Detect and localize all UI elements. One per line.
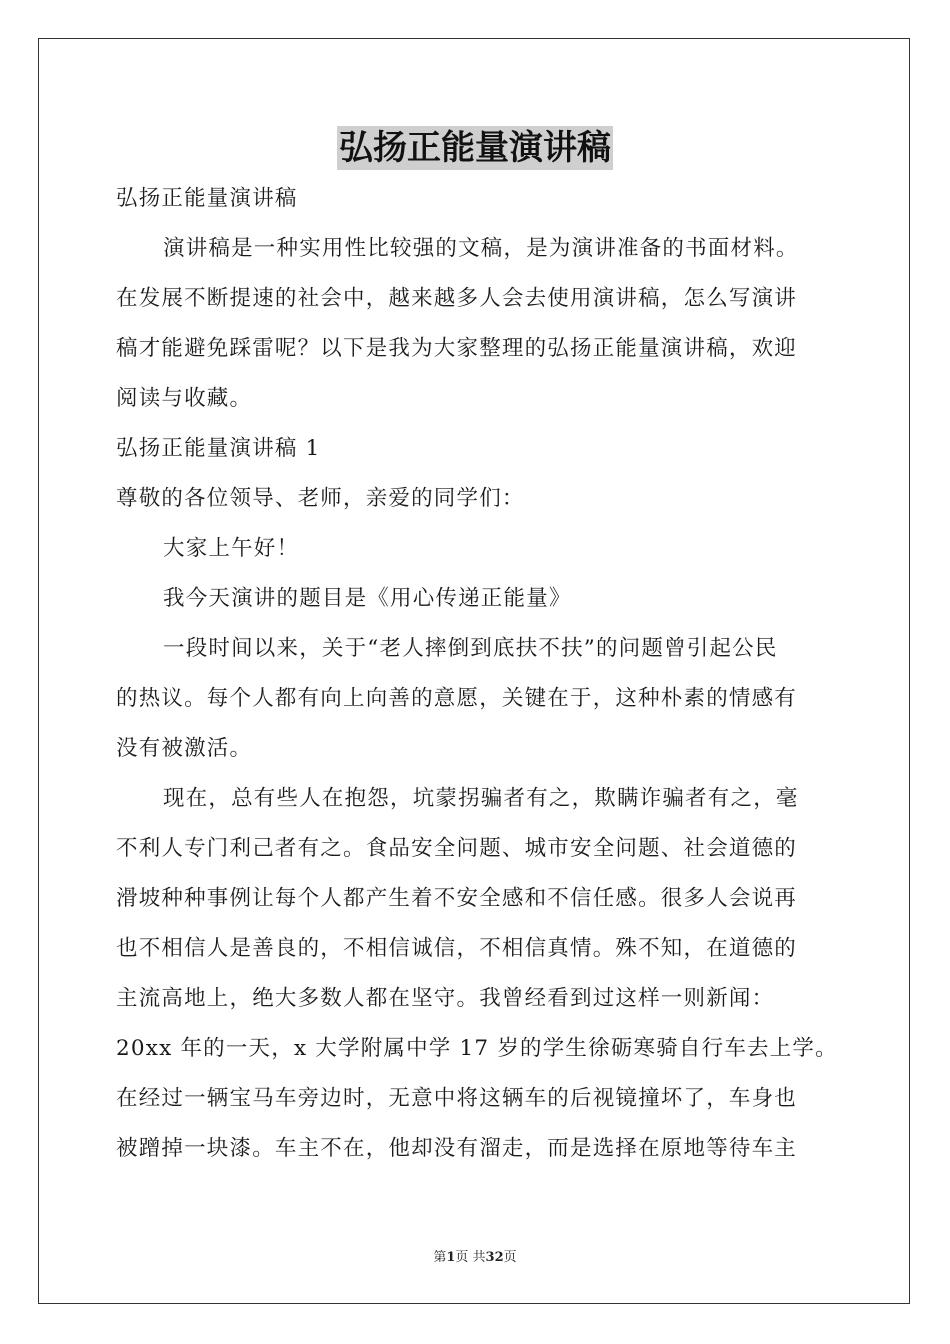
page-footer bbox=[0, 1246, 950, 1265]
body-line: 被蹭掉一块漆。车主不在，他却没有溜走，而是选择在原地等待车主 bbox=[116, 1136, 798, 1161]
body-line: 没有被激活。 bbox=[116, 736, 253, 761]
body-line: 不利人专门利己者有之。食品安全问题、城市安全问题、社会道德的 bbox=[116, 836, 798, 861]
body-line: 一段时间以来，关于“老人摔倒到底扶不扶”的问题曾引起公民 bbox=[163, 636, 778, 661]
body-line: 大家上午好！ bbox=[163, 536, 300, 561]
body-line: 演讲稿是一种实用性比较强的文稿，是为演讲准备的书面材料。 bbox=[163, 236, 799, 261]
body-line: 在发展不断提速的社会中，越来越多人会去使用演讲稿，怎么写演讲 bbox=[116, 286, 798, 311]
body-line: 阅读与收藏。 bbox=[116, 386, 253, 411]
body-line: 20xx 年的一天，x 大学附属中学 17 岁的学生徐砺寒骑自行车去上学。 bbox=[116, 1036, 838, 1061]
body-line: 在经过一辆宝马车旁边时，无意中将这辆车的后视镜撞坏了，车身也 bbox=[116, 1086, 798, 1111]
body-line: 主流高地上，绝大多数人都在坚守。我曾经看到过这样一则新闻： bbox=[116, 986, 775, 1011]
document-title bbox=[0, 126, 950, 170]
page-number-prefix: 第 bbox=[433, 1250, 447, 1265]
body-line: 滑坡种种事例让每个人都产生着不安全感和不信任感。很多人会说再 bbox=[116, 886, 798, 911]
body-line: 我今天演讲的题目是《用心传递正能量》 bbox=[163, 586, 572, 611]
page-number-current: 1 bbox=[446, 1250, 456, 1265]
document-body bbox=[116, 174, 856, 1174]
page-number-total: 32 bbox=[485, 1250, 504, 1265]
page-number-mid: 页 共 bbox=[455, 1250, 486, 1265]
body-line: 也不相信人是善良的，不相信诚信，不相信真情。殊不知，在道德的 bbox=[116, 936, 798, 961]
document-title-text: 弘扬正能量演讲稿 bbox=[339, 128, 611, 168]
body-line: 尊敬的各位领导、老师，亲爱的同学们： bbox=[116, 486, 525, 511]
body-line: 弘扬正能量演讲稿 bbox=[116, 186, 298, 211]
body-line: 的热议。每个人都有向上向善的意愿，关键在于，这种朴素的情感有 bbox=[116, 686, 798, 711]
body-line: 稿才能避免踩雷呢？以下是我为大家整理的弘扬正能量演讲稿，欢迎 bbox=[116, 336, 798, 361]
body-line: 弘扬正能量演讲稿 1 bbox=[116, 436, 321, 461]
body-line: 现在，总有些人在抱怨，坑蒙拐骗者有之，欺瞒诈骗者有之，毫 bbox=[163, 786, 799, 811]
page-number-suffix: 页 bbox=[503, 1250, 517, 1265]
